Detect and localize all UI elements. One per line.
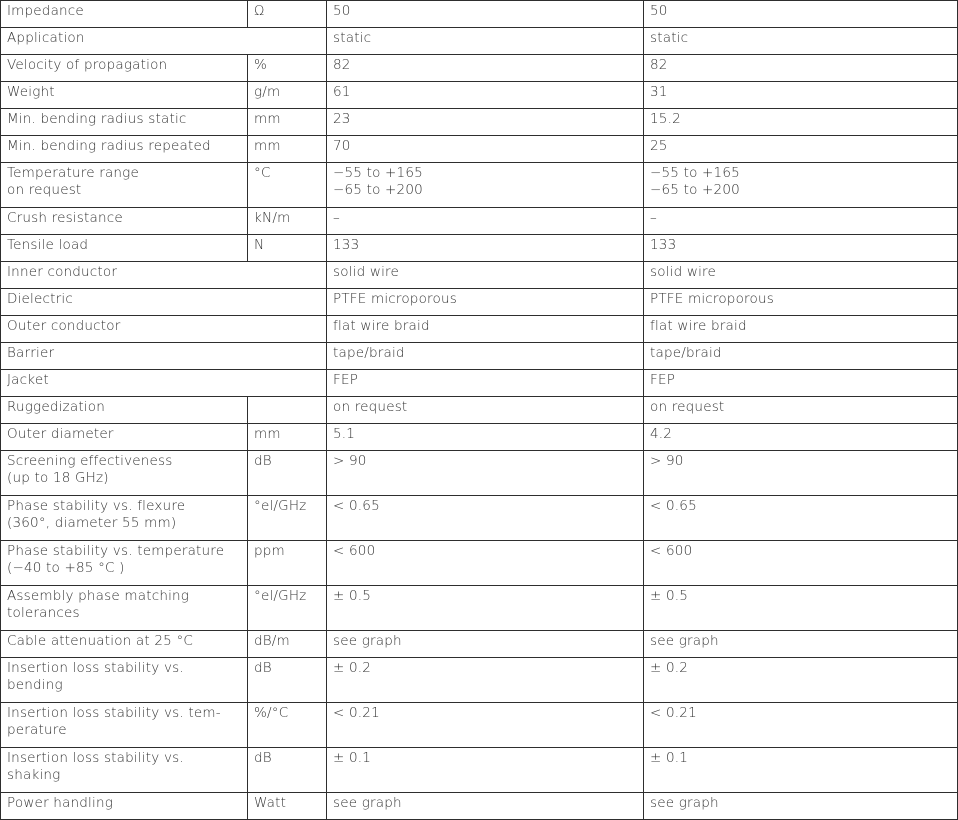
- row-label: Barrier: [1, 343, 327, 370]
- row-label: Dielectric: [1, 289, 327, 316]
- table-row: [1, 397, 958, 424]
- specification-table-body: [1, 1, 958, 820]
- row-unit: ppm: [248, 541, 327, 586]
- row-label: Screening effectiveness (up to 18 GHz): [1, 451, 248, 496]
- value-cable-2: 50: [644, 1, 958, 28]
- value-cable-1: 70: [327, 136, 644, 163]
- row-unit: dB: [248, 451, 327, 496]
- value-cable-1: –: [327, 208, 644, 235]
- row-label: Power handling: [1, 793, 248, 820]
- row-unit: %: [248, 55, 327, 82]
- value-cable-1: 23: [327, 109, 644, 136]
- table-row: [1, 703, 958, 748]
- value-cable-2: ± 0.2: [644, 658, 958, 703]
- value-cable-2: see graph: [644, 631, 958, 658]
- table-row: [1, 136, 958, 163]
- value-cable-1: see graph: [327, 631, 644, 658]
- row-unit: N: [248, 235, 327, 262]
- row-label: Outer diameter: [1, 424, 248, 451]
- value-cable-1: ± 0.5: [327, 586, 644, 631]
- row-label: Assembly phase matching tolerances: [1, 586, 248, 631]
- value-cable-2: 25: [644, 136, 958, 163]
- row-unit: °el/GHz: [248, 586, 327, 631]
- table-row: [1, 793, 958, 820]
- value-cable-1: see graph: [327, 793, 644, 820]
- row-unit: dB: [248, 748, 327, 793]
- value-cable-2: > 90: [644, 451, 958, 496]
- row-label: Min. bending radius static: [1, 109, 248, 136]
- table-row: [1, 208, 958, 235]
- row-label: Application: [1, 28, 327, 55]
- value-cable-1: 50: [327, 1, 644, 28]
- table-row: [1, 289, 958, 316]
- value-cable-1: ± 0.2: [327, 658, 644, 703]
- row-label: Velocity of propagation: [1, 55, 248, 82]
- value-cable-2: < 0.65: [644, 496, 958, 541]
- value-cable-2: ± 0.1: [644, 748, 958, 793]
- row-unit: mm: [248, 136, 327, 163]
- row-label: Insertion loss stability vs. bending: [1, 658, 248, 703]
- value-cable-2: solid wire: [644, 262, 958, 289]
- value-cable-2: static: [644, 28, 958, 55]
- value-cable-2: flat wire braid: [644, 316, 958, 343]
- value-cable-1: tape/braid: [327, 343, 644, 370]
- table-row: [1, 28, 958, 55]
- table-row: [1, 541, 958, 586]
- table-row: [1, 163, 958, 208]
- value-cable-1: > 90: [327, 451, 644, 496]
- value-cable-2: on request: [644, 397, 958, 424]
- value-cable-2: < 0.21: [644, 703, 958, 748]
- value-cable-1: < 600: [327, 541, 644, 586]
- row-label: Insertion loss stability vs. shaking: [1, 748, 248, 793]
- row-label: Ruggedization: [1, 397, 248, 424]
- value-cable-2: < 600: [644, 541, 958, 586]
- table-row: [1, 658, 958, 703]
- value-cable-1: 133: [327, 235, 644, 262]
- row-label: Crush resistance: [1, 208, 248, 235]
- value-cable-1: PTFE microporous: [327, 289, 644, 316]
- table-row: [1, 496, 958, 541]
- row-label: Temperature range on request: [1, 163, 248, 208]
- value-cable-1: ± 0.1: [327, 748, 644, 793]
- table-row: [1, 1, 958, 28]
- row-unit: [248, 397, 327, 424]
- table-row: [1, 424, 958, 451]
- row-label: Impedance: [1, 1, 248, 28]
- table-row: [1, 370, 958, 397]
- value-cable-1: solid wire: [327, 262, 644, 289]
- row-label: Tensile load: [1, 235, 248, 262]
- table-row: [1, 451, 958, 496]
- value-cable-2: 15.2: [644, 109, 958, 136]
- value-cable-1: −55 to +165 −65 to +200: [327, 163, 644, 208]
- row-label: Jacket: [1, 370, 327, 397]
- row-unit: g/m: [248, 82, 327, 109]
- row-label: Inner conductor: [1, 262, 327, 289]
- row-unit: °el/GHz: [248, 496, 327, 541]
- row-unit: %/°C: [248, 703, 327, 748]
- row-unit: Watt: [248, 793, 327, 820]
- value-cable-2: 31: [644, 82, 958, 109]
- row-unit: dB: [248, 658, 327, 703]
- row-label: Phase stability vs. flexure (360°, diameter 55 mm): [1, 496, 248, 541]
- row-label: Phase stability vs. temperature (−40 to +85 °C ): [1, 541, 248, 586]
- value-cable-1: 61: [327, 82, 644, 109]
- value-cable-2: −55 to +165 −65 to +200: [644, 163, 958, 208]
- value-cable-2: FEP: [644, 370, 958, 397]
- value-cable-2: 133: [644, 235, 958, 262]
- table-row: [1, 748, 958, 793]
- value-cable-1: static: [327, 28, 644, 55]
- value-cable-1: < 0.21: [327, 703, 644, 748]
- value-cable-1: flat wire braid: [327, 316, 644, 343]
- table-row: [1, 631, 958, 658]
- row-unit: dB/m: [248, 631, 327, 658]
- row-unit: °C: [248, 163, 327, 208]
- row-label: Insertion loss stability vs. tem- perature: [1, 703, 248, 748]
- value-cable-2: 4.2: [644, 424, 958, 451]
- table-row: [1, 316, 958, 343]
- row-label: Outer conductor: [1, 316, 327, 343]
- table-row: [1, 109, 958, 136]
- row-unit: kN/m: [248, 208, 327, 235]
- row-unit: Ω: [248, 1, 327, 28]
- table-row: [1, 586, 958, 631]
- value-cable-2: 82: [644, 55, 958, 82]
- row-label: Min. bending radius repeated: [1, 136, 248, 163]
- value-cable-2: ± 0.5: [644, 586, 958, 631]
- table-row: [1, 262, 958, 289]
- table-row: [1, 235, 958, 262]
- value-cable-1: 82: [327, 55, 644, 82]
- value-cable-2: –: [644, 208, 958, 235]
- value-cable-2: see graph: [644, 793, 958, 820]
- value-cable-2: PTFE microporous: [644, 289, 958, 316]
- value-cable-1: < 0.65: [327, 496, 644, 541]
- row-label: Cable attenuation at 25 °C: [1, 631, 248, 658]
- value-cable-1: 5.1: [327, 424, 644, 451]
- value-cable-1: on request: [327, 397, 644, 424]
- value-cable-2: tape/braid: [644, 343, 958, 370]
- row-unit: mm: [248, 424, 327, 451]
- table-row: [1, 82, 958, 109]
- row-label: Weight: [1, 82, 248, 109]
- value-cable-1: FEP: [327, 370, 644, 397]
- table-row: [1, 343, 958, 370]
- table-row: [1, 55, 958, 82]
- row-unit: mm: [248, 109, 327, 136]
